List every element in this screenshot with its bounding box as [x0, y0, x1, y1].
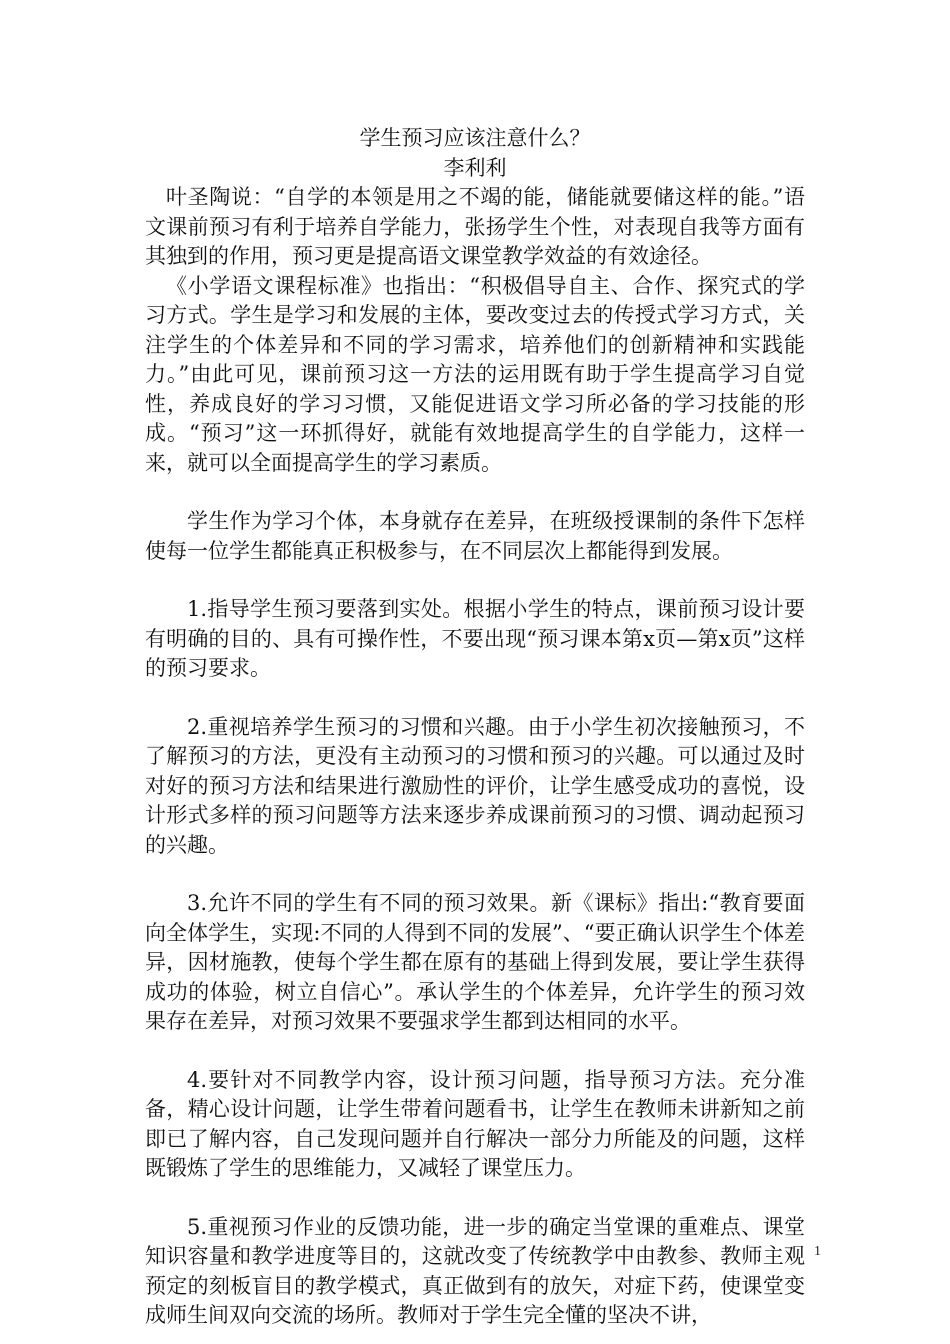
page-number: 1 [814, 1244, 821, 1259]
document-author: 李利利 [443, 155, 507, 180]
paragraph-curriculum-standard: 《小学语文课程标准》也指出：“积极倡导自主、合作、探究式的学习方式。学生是学习和发展的主体，要改变过去的传授式学习方式，关注学生的个体差异和不同的学习需求，培养他们的创新精神和实践能力。”由此可见，课前预习这一方法的运用既有助于学生提高学习自觉性，养成良好的学习习惯，又能促进语文学习所必备的学习技能的形成。“预习”这一环抓得好，就能有效地提高学生的自学能力，这样一来，就可以全面提高学生的学习素质。 [145, 273, 805, 475]
paragraph-intro-quote: 叶圣陶说：“自学的本领是用之不竭的能，储能就要储这样的能。”语文课前预习有利于培养自学能力，张扬学生个性，对表现自我等方面有其独到的作用，预习更是提高语文课堂教学效益的有效途径。 [145, 185, 805, 268]
paragraph-point-2: 2.重视培养学生预习的习惯和兴趣。由于小学生初次接触预习，不了解预习的方法，更没有主动预习的习惯和预习的兴趣。可以通过及时对好的预习方法和结果进行激励性的评价，让学生感受成功的喜悦，设计形式多样的预习问题等方法来逐步养成课前预习的习惯、调动起预习的兴趣。 [145, 714, 805, 857]
paragraph-individual-differences: 学生作为学习个体，本身就存在差异，在班级授课制的条件下怎样使每一位学生都能真正积极参与，在不同层次上都能得到发展。 [145, 509, 805, 563]
document-body [145, 124, 805, 1331]
paragraph-point-5: 5.重视预习作业的反馈功能，进一步的确定当堂课的重难点、课堂知识容量和教学进度等目的，这就改变了传统教学中由教参、教师主观预定的刻板盲目的教学模式，真正做到有的放矢，对症下药，使课堂变成师生间双向交流的场所。教师对于学生完全懂的坚决不讲， [145, 1214, 805, 1327]
paragraph-point-1: 1.指导学生预习要落到实处。根据小学生的特点，课前预习设计要有明确的目的、具有可操作性，不要出现“预习课本第x页—第x页”这样的预习要求。 [145, 597, 805, 680]
document-title: 学生预习应该注意什么？ [359, 126, 591, 150]
paragraph-point-3: 3.允许不同的学生有不同的预习效果。新《课标》指出:“教育要面向全体学生，实现:不同的人得到不同的发展”、“要正确认识学生个体差异，因材施教，使每个学生都在原有的基础上得到发展，要让学生获得成功的体验，树立自信心”。承认学生的个体差异，允许学生的预习效果存在差异，对预习效果不要强求学生都到达相同的水平。 [145, 891, 805, 1033]
paragraph-point-4: 4.要针对不同教学内容，设计预习问题，指导预习方法。充分准备，精心设计问题，让学生带着问题看书，让学生在教师未讲新知之前即已了解内容，自己发现问题并自行解决一部分力所能及的问题，这样既锻炼了学生的思维能力，又减轻了课堂压力。 [145, 1067, 805, 1180]
